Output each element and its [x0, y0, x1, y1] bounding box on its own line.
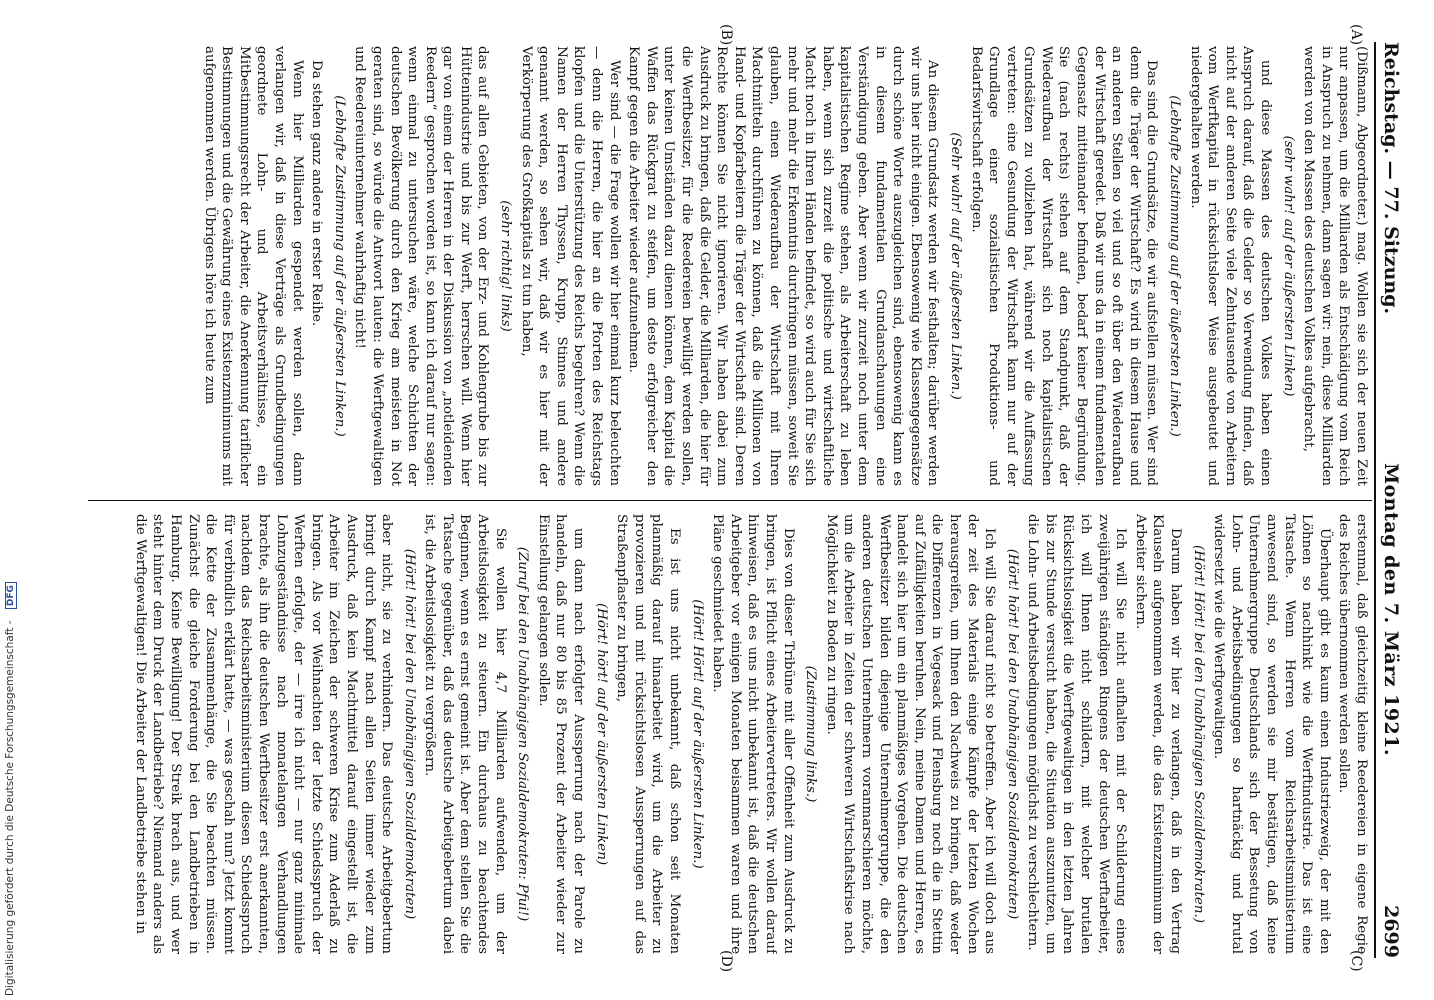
margin-marker-a: (A)	[1348, 24, 1364, 46]
margin-marker-b: (B)	[718, 24, 734, 46]
interjection: (sehr richtig! links)	[498, 200, 514, 332]
interjection: (Hört! hört! bei den Unabhängigen Sozialdemokraten)	[401, 548, 417, 920]
interjection: (Hört! hört! bei den Unabhängigen Sozialdemokraten)	[1004, 548, 1020, 920]
paragraph: erstenmal, daß gleichzeitig kleine Reedereien in eigene Regie des Reiches übernommen werden sollen.	[1336, 514, 1369, 954]
paragraph: das auf allen Gebieten, von der Erz- und Kohlengrube bis zur Hüttenindustrie und bis zur Werft, herrschen will. Wenn hier gar von einem der Herren in der Diskussion von „notleidenden Reedern“ gesprochen worden ist, so kann ich darauf nur sagen: wenn einmal zu untersuchen wäre, welche Schichten der deutschen Bevölkerung durch den Krieg am meisten in Not geraten sind, so würde die Antwort lauten: die Werftgewaltigen und Reedereiunternehmer wahrhaftig nicht!	[352, 46, 491, 486]
right-column	[88, 514, 1370, 954]
paragraph: Wenn hier Milliarden gespendet werden sollen, dann verlangen wir, daß in diese Verträge als Grundbedingungen geordnete Lohn- und Arbeitsverhältnisse, ein Mitbestimmungsrecht der Arbeiter, die Anerkennung tariflicher Bestimmungen und die Gewährung eines Existenzminimums mit aufgenommen werden. Übrigens höre ich heute zum	[201, 46, 305, 486]
paragraph: Darum haben wir hier zu verlangen, daß in den Vertrag Klauseln aufgenommen werden, die das Existenzminimum der Arbeiter sichern.	[1132, 514, 1184, 954]
margin-marker-d: (D)	[718, 950, 734, 973]
interjection: (Sehr wahr! auf der äußersten Linken.)	[947, 132, 963, 400]
interjection: (Zuruf bei den Unabhängigen Sozialdemokraten: Pfui!)	[515, 546, 531, 922]
interjection: (Hört! Hört! auf der äußersten Linken.)	[689, 599, 705, 869]
column-divider	[88, 500, 1372, 501]
paragraph: Wer sind — die Frage wollen wir hier einmal kurz beleuchten — denn die Herren, die hier an die Pforten des Reichstags klopfen und die Unterstützung des Reichs begehren? Wenn die Namen der Herren Thyssen, Krupp, Stinnes und andere genannt werden, so sehen wir, daß wir es hier mit der Verkörperung des Großkapitals zu tun haben,	[518, 46, 622, 486]
paragraph: mag. Wollen sie sich der neuen Zeit nur anpassen, um die Milliarden als Entschädigung vom Reich in Anspruch zu nehmen, dann sagen wir: nein, diese Milliarden werden von den Massen des deutschen Volkes aufgebracht,	[1301, 46, 1369, 486]
paragraph: Dies von dieser Tribüne mit aller Offenheit zum Ausdruck zu bringen, ist Pflicht eines Arbeitervertreters. Wir wollen darauf hinweisen, daß es uns nicht unbekannt ist, daß die deutschen Arbeitgeber vor einigen Monaten beisammen waren und ihre Pläne geschmiedet haben.	[710, 514, 796, 954]
digitization-footer	[4, 0, 22, 996]
paragraph: Ich will Sie nicht aufhalten mit der Schilderung eines zweijährigen ständigen Ringens der deutschen Werftarbeiter, ich will Ihnen nicht schildern, mit welcher brutalen Rücksichtslosigkeit die Werftgewaltigen in den letzten Jahren bis zur Stunde versucht haben, die Situation auszunutzen, um die Lohn- und Arbeitsbedingungen möglichst zu verschlechtern.	[1025, 514, 1129, 954]
interjection: (Hört! hört! auf der äußersten Linken)	[593, 602, 609, 866]
paragraph: Sie wollen hier 4,7 Milliarden aufwenden, um der Arbeitslosigkeit zu steuern. Ein durchaus zu beachtendes Beginnen, wenn es ernst gemeint ist. Aber dem stellen Sie die Tatsache gegenüber, daß das deutsche Arbeitgebertum dabei ist, die Arbeitslosigkeit zu vergrößern.	[422, 514, 508, 954]
interjection: (Zustimmung links.)	[803, 665, 819, 803]
interjection: (sehr wahr! auf der äußersten Linken)	[1280, 135, 1296, 397]
paragraph: um dann nach erfolgter Aussperrung nach der Parole zu handeln, daß nur 80 bis 85 Prozent der Arbeiter wieder zur Einstellung gelangen sollen.	[535, 514, 587, 954]
paragraph: Das sind die Grundsätze, die wir aufstellen müssen. Wer sind denn die Träger der Wirtschaft? Es wird in diesem Hause und an anderen Stellen so viel und so oft über den Wiederaufbau der Wirtschaft geredet. Daß wir uns da in einem fundamentalen Gegensatz mitteinander befinden, bedarf keiner Begründung. Sie (nach rechts) stehen auf dem Standpunkt, daß der Wiederaufbau der Wirtschaft sich noch kapitalistischen Grundsätzen zu vollziehen hat, während wir die Auffassung vertreten: eine Gesundung der Wirtschaft kann nur auf der Grundlage einer sozialistischen Produktions- und Bedarfswirtschaft erfolgen.	[968, 46, 1160, 486]
paragraph: Überhaupt gibt es kaum einen Industriezweig, der mit den Löhnen so nachhinkt wie die Werftindustrie. Das ist eine Tatsache. Wenn Herren vom Reichsarbeitsministerium anwesend sind, so werden sie mir bestätigen, daß keine Unternehmergruppe Deutschlands sich der Bessetung von Lohn- und Arbeitsbedingungen so hartnäckig und brutal widersetzt wie die Werftgewaltigen.	[1211, 514, 1332, 954]
dfg-logo: DFG	[5, 582, 17, 609]
paragraph: und diese Massen des deutschen Volkes haben einen Anspruch darauf, daß die Gelder so Verwendung finden, daß nicht auf der anderen Seite viele Zehntausende von Arbeitern vom Werftkapital in rücksichtsloser Weise ausgebeutet und niedergehalten werden.	[1187, 46, 1274, 486]
margin-marker-c: (C)	[1348, 950, 1364, 972]
page-header	[1374, 42, 1420, 958]
paragraph: Es ist uns nicht unbekannt, daß schon seit Monaten planmäßig darauf hinaarbeitet wird, um die Arbeiter zu provozieren und mit rücksichtslosen Aussperrungen auf das Straßenpflaster zu bringen,	[614, 514, 683, 954]
paragraph: Da stehen ganz andere in erster Reihe.	[309, 60, 325, 327]
speaker-name: (Dißmann, Abgeordneter.)	[1354, 46, 1369, 226]
interjection: (Hört! Hört! bei den Unabhängigen Sozialdemokraten.)	[1190, 545, 1206, 923]
paragraph: aber nicht, sie zu verhindern. Das deutsche Arbeitgebertum bringt durch Kampf nach allen Seiten immer wieder zum Ausdruck, daß kein Machtmittel darauf eingestellt ist, die Arbeiter im Zeichen der schweren Krise zum Aderlaß zu bringen. Als vor Weihnachten der letzte Schiedsspruch der Werften erfolgte, der — irre ich nicht — nur ganz minimale Lohnzugeständnisse nach monatelangen Verhandlungen brachte, als ihn die deutschen Werftbesitzer erst anerkannten, nachdem das Reichsarbeitsministerium diesen Schiedsspruch für verbindlich erklärt hatte, — was geschah nun? Jetzt kommt die Kette der Zusammenhänge, die Sie beachten müssen. Zunächst die gleiche Forderung bei den Landbetrieben in Hamburg. Keine Bewilligung! Der Streik brach aus, und wer steht hinter dem Druck der Landbetriebe? Niemand anders als die Werftgewaltigen! Die Arbeiter der Landbetriebe stehen in	[132, 514, 395, 954]
header-date: Montag den 7. März 1921.	[1380, 463, 1402, 757]
footer-text: Digitalisierung gefördert durch die Deutsche Forschungsgemeinschaft -	[4, 620, 16, 996]
paragraph: Ich will Sie darauf nicht so betreffen. Aber ich will doch aus der zeit des Materials einige Kämpfe der letzten Wochen herausgreifen, um Ihnen den Nachweis zu bringen, daß weder die Differenzen in Vegesack und Flensburg noch die in Stettin auf Zufälligkeiten beruhen. Nein, meine Damen und Herren, es handelt sich hier um ein planmäßiges Vorgehen. Die deutschen Werftbesitzer bilden diejenige Unternehmergruppe, die den anderen deutschen Unternehmern voranmarschieren möchte, um die Arbeiter in Zeiten der schweren Wirtschaftskrise nach Möglichkeit zu Boden zu ringen.	[823, 514, 998, 954]
left-column	[88, 46, 1370, 486]
document-page	[64, 20, 1434, 980]
interjection: (Lebhafte Zustimmung auf der äußersten Linken.)	[1167, 95, 1183, 437]
interjection: (Lebhafte Zustimmung auf der äußersten Linken.)	[331, 95, 347, 437]
header-left: Reichstag. — 77. Sitzung.	[1380, 42, 1402, 315]
page-number: 2699	[1380, 905, 1402, 958]
paragraph: An diesem Grundsatz werden wir festhalten; darüber werden wir uns hier nicht einigen. Ebensowenig wie Klassengegensätze durch schöne Worte auszugleichen sind, ebensowenig kann es in diesem fundamentalen Grundanschauungen eine Verständigung geben. Aber wenn wir zurzeit noch unter dem kapitalistischen Regime stehen, als Arbeiterschaft zu leben haben, wenn sich zurzeit die politische und wirtschaftliche Macht noch in Ihren Händen befindet, so wird auch für Sie sich mehr und mehr die Erkenntnis durchringen müssen, soweit Sie glauben, einen Wiederaufbau der Wirtschaft mit Ihren Machtmitteln durchführen zu können, daß die Millionen von Hand- und Kopfarbeitern die Träger der Wirtschaft sind. Deren Rechte können Sie nicht ignorieren. Wir haben dabei zum Ausdruck zu bringen, daß die Gelder, die Milliarden, die hier für die Werftbesitzer, für die Reedereien bewilligt werden sollen, unter keinen Umständen dazu dienen können, dem Kapital die Waffen das Rückgrat zu steifen, um desto erfolgreicher den Kampf gegen die Arbeiter wieder aufzunehmen.	[626, 46, 941, 486]
